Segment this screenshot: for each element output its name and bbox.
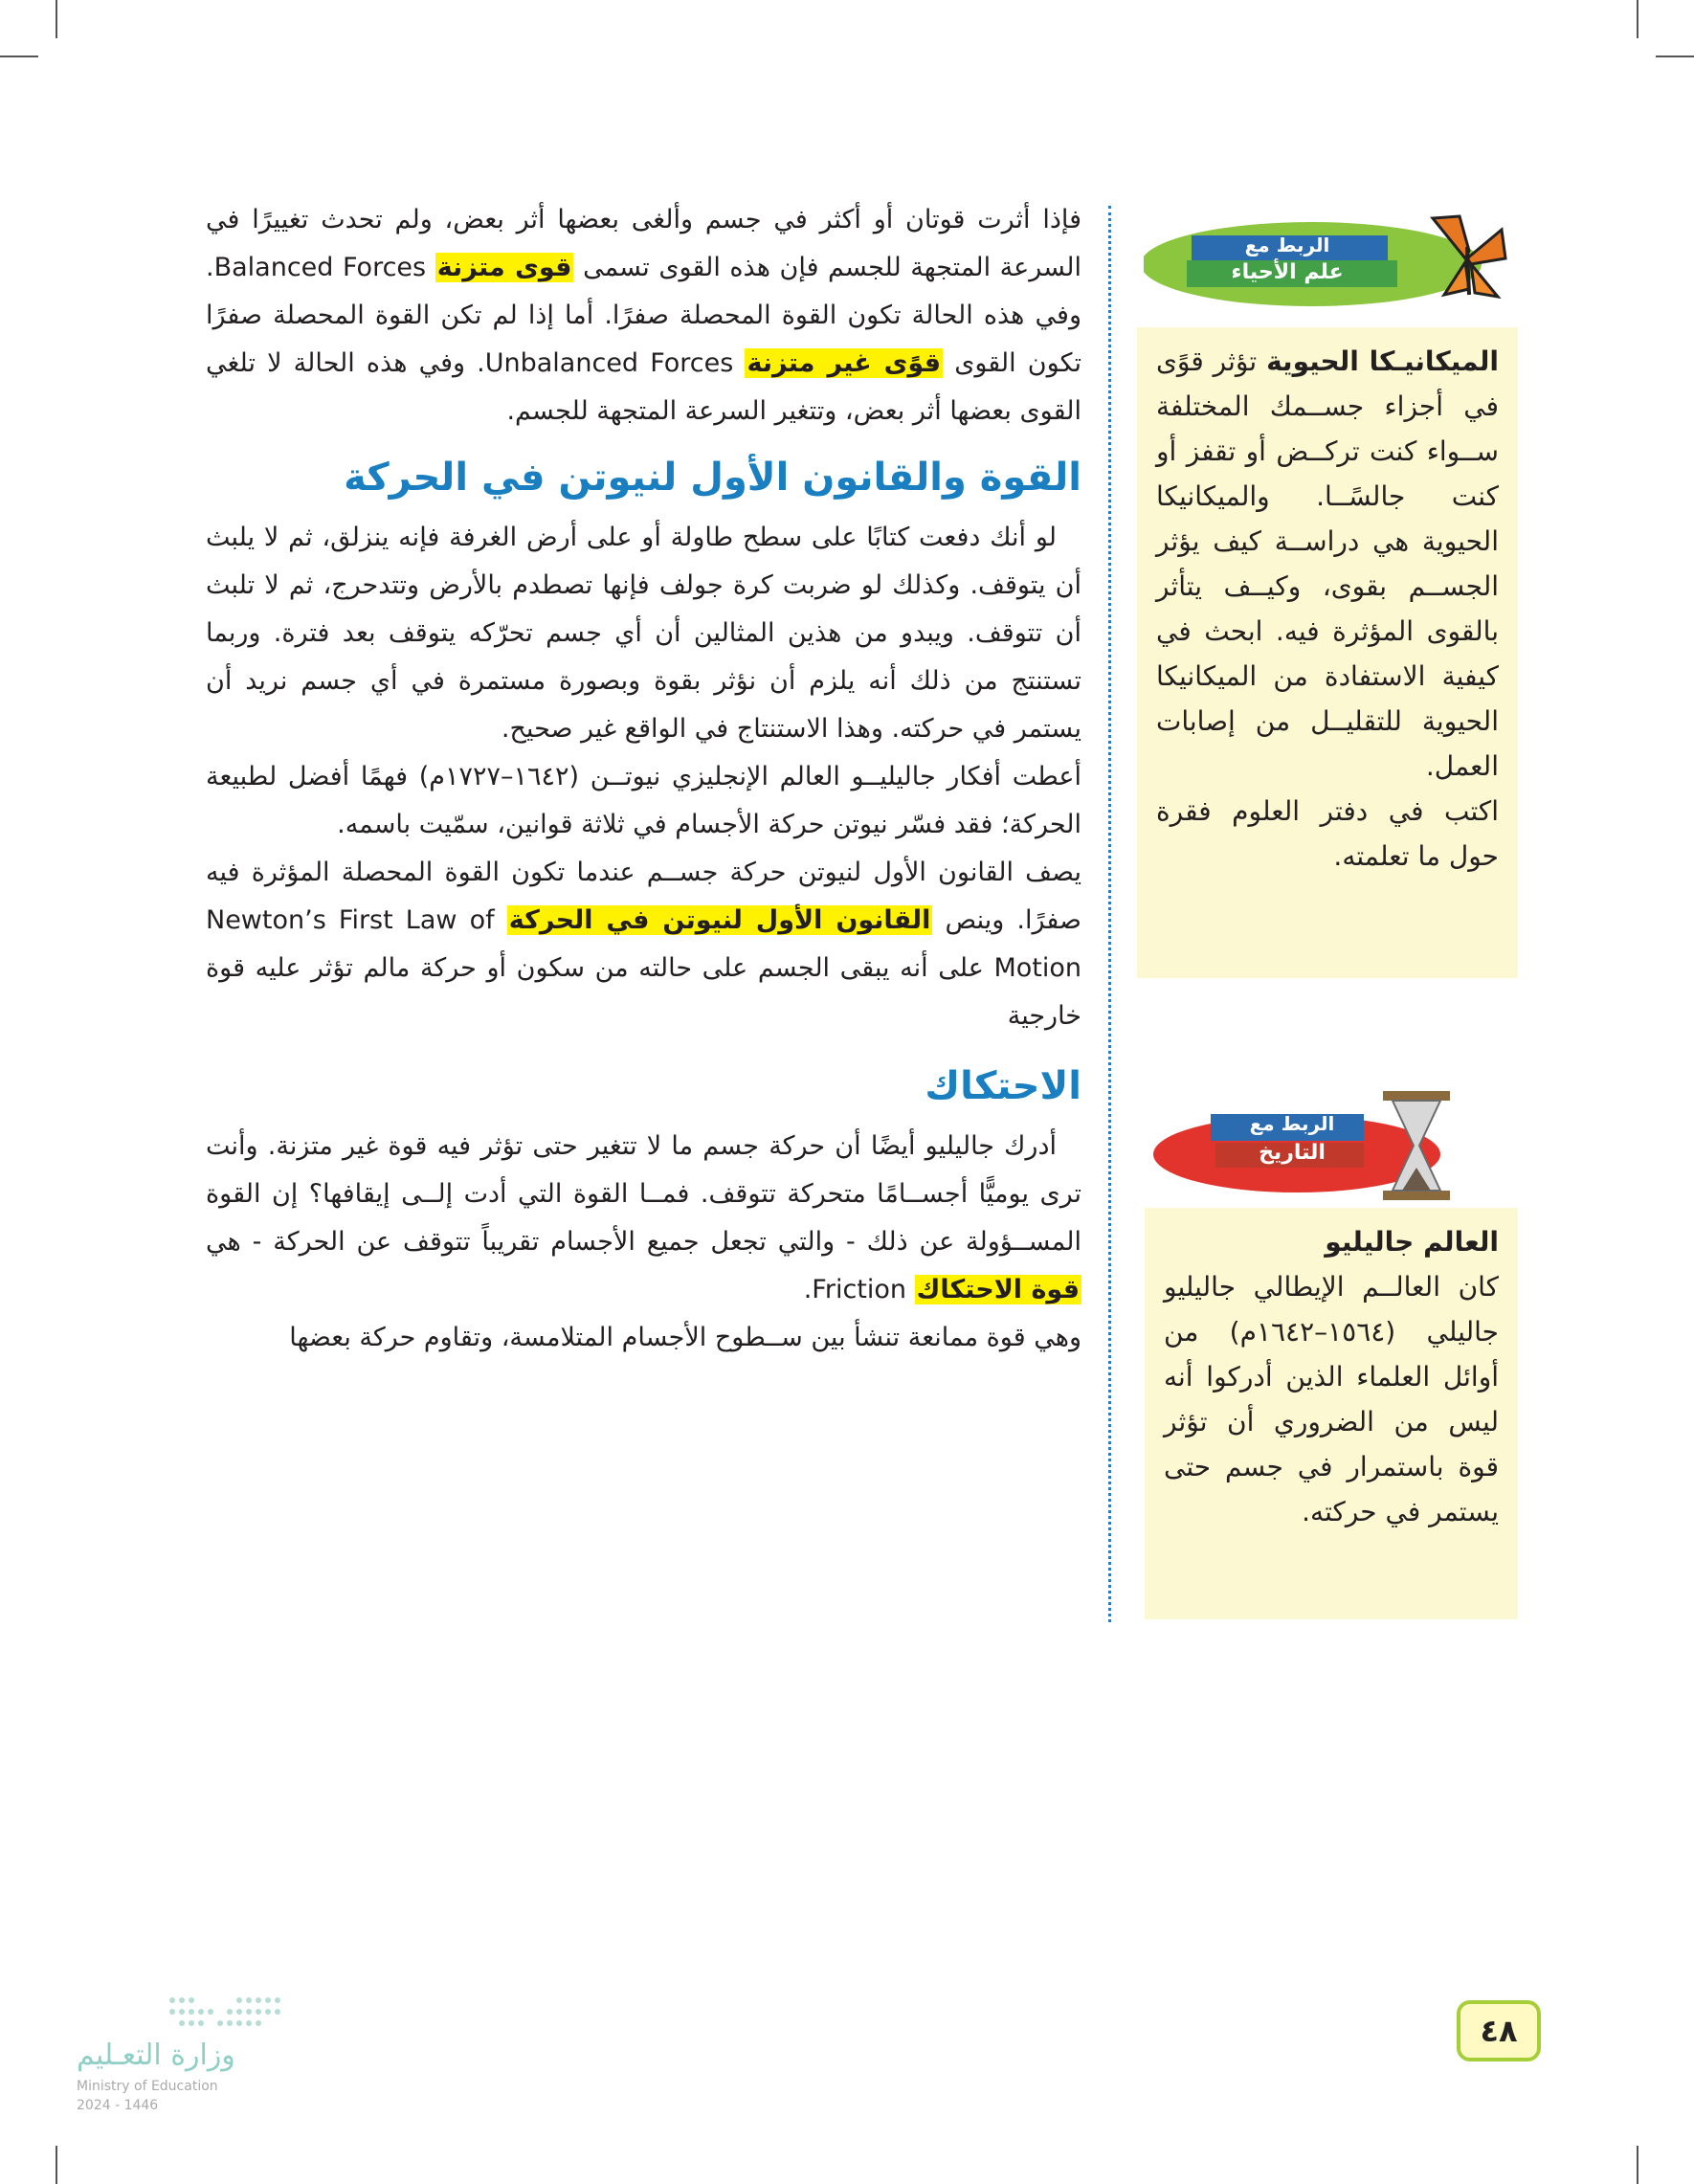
crop-mark xyxy=(56,0,57,38)
history-banner-bottom: التاريخ xyxy=(1259,1141,1326,1165)
ministry-name-english: Ministry of Education xyxy=(77,2079,218,2094)
biology-banner-top: الربط مع xyxy=(1244,234,1330,256)
crop-mark xyxy=(1656,56,1694,57)
paragraph-balanced-forces: فإذا أثرت قوتان أو أكثر في جسم وألغى بعضها أثر بعض، ولم تحدث تغييرًا في السرعة المتجهة للجسم فإن هذه القوى تسمى قوى متزنة Balanced Forces. وفي هذه الحالة تكون القوة المحصلة صفرًا. أما إذا لم تكن القوة المحصلة صفرًا تكون القوى قوًى غير متزنة Unbalanced Forces. وفي هذه الحالة لا تلغي القوى بعضها أثر بعض، وتتغير السرعة المتجهة للجسم. xyxy=(206,205,1081,426)
biology-banner-bottom: علم الأحياء xyxy=(1231,260,1344,284)
highlight-unbalanced-forces: قوًى غير متزنة xyxy=(747,348,942,378)
biomechanics-term: الميكانيـكا الحيوية xyxy=(1266,345,1500,377)
history-banner xyxy=(1153,1091,1507,1206)
highlight-first-law: القانون الأول لنيوتن في الحركة xyxy=(508,905,931,935)
history-banner-top: الربط مع xyxy=(1249,1112,1335,1135)
heading-friction: الاحتكاك xyxy=(925,1064,1081,1108)
biology-banner xyxy=(1144,209,1507,314)
crop-mark xyxy=(1637,0,1638,38)
biology-sidebar-task: اكتب في دفتر العلوم فقرة حول ما تعلمته. xyxy=(1156,795,1499,872)
column-divider xyxy=(1108,206,1111,1622)
history-sidebar xyxy=(1145,1208,1518,1619)
biology-sidebar xyxy=(1137,327,1518,978)
ministry-logo-dots xyxy=(163,1991,316,2029)
highlight-friction: قوة الاحتكاك xyxy=(916,1275,1080,1304)
paragraph-friction: أدرك جاليليو أيضًا أن حركة جسم ما لا تتغير حتى تؤثر فيه قوة غير متزنة. وأنت ترى يوميًّا أجســامًا متحركة تتوقف. فمــا القوة التي أدت إلــى إيقافها؟ إن القوة المســؤولة عن ذلك - والتي تجعل جميع الأجسام تقريباً تتوقف عن الحركة - هي قوة الاحتكاك Friction. xyxy=(206,1131,1081,1304)
crop-mark xyxy=(56,2146,57,2184)
main-column xyxy=(206,196,1081,1362)
page-number: ٤٨ xyxy=(1457,2000,1541,2061)
heading-newton-first-law: القوة والقانون الأول لنيوتن في الحركة xyxy=(344,456,1081,500)
crop-mark xyxy=(0,56,38,57)
paragraph-newton-ideas: أعطت أفكار جاليليــو العالم الإنجليزي نيوتــن (١٦٤٢–١٧٢٧م) فهمًا أفضل لطبيعة الحركة؛ فقد فسّر نيوتن حركة الأجسام في ثلاثة قوانين، سمّيت باسمه. xyxy=(206,762,1081,839)
galileo-title: العالم جاليليو xyxy=(1325,1226,1499,1258)
biology-sidebar-body: الميكانيـكا الحيوية تؤثر قوًى في أجزاء جســمك المختلفة ســواء كنت تركــض أو تقفز أو كنت جالسًــا. والميكانيكا الحيوية هي دراســة كيف يؤثر الجســم بقوى، وكيــف يتأثر بالقوى المؤثرة فيه. ابحث في كيفية الاستفادة من الميكانيكا الحيوية للتقليــل من إصابات العمل. xyxy=(1156,345,1500,782)
paragraph-friction-definition: وهي قوة ممانعة تنشأ بين ســطوح الأجسام المتلامسة، وتقاوم حركة بعضها xyxy=(289,1323,1081,1352)
crop-mark xyxy=(1637,2146,1638,2184)
ministry-logo xyxy=(77,1991,258,2125)
paragraph-first-law: يصف القانون الأول لنيوتن حركة جســم عندما تكون القوة المحصلة المؤثرة فيه صفرًا. وينص القانون الأول لنيوتن في الحركة Newton’s First Law of Motion على أنه يبقى الجسم على حالته من سكون أو حركة مالم تؤثر عليه قوة خارجية xyxy=(206,858,1081,1031)
edition-year: 2024 - 1446 xyxy=(77,2098,159,2113)
highlight-balanced-forces: قوى متزنة xyxy=(436,253,572,282)
ministry-name-arabic: وزارة التعـليم xyxy=(77,2039,235,2072)
paragraph-sliding-book: لو أنك دفعت كتابًا على سطح طاولة أو على أرض الغرفة فإنه ينزلق، ثم لا يلبث أن يتوقف. وكذلك لو ضربت كرة جولف فإنها تصطدم بالأرض وتتدحرج، ثم لا تلبث أن تتوقف. ويبدو من هذين المثالين أن أي جسم تحرّكه يتوقف بعد فترة. وربما تستنتج من ذلك أنه يلزم أن نؤثر بقوة وبصورة مستمرة في أي جسم نريد أن يستمر في حركته. وهذا الاستنتاج في الواقع غير صحيح. xyxy=(206,523,1081,744)
galileo-text: كان العالــم الإيطالي جاليليو جاليلي (١٥٦٤–١٦٤٢م) من أوائل العلماء الذين أدركوا أنه ليس من الضروري أن تؤثر قوة باستمرار في جسم حتى يستمر في حركته. xyxy=(1164,1271,1499,1527)
